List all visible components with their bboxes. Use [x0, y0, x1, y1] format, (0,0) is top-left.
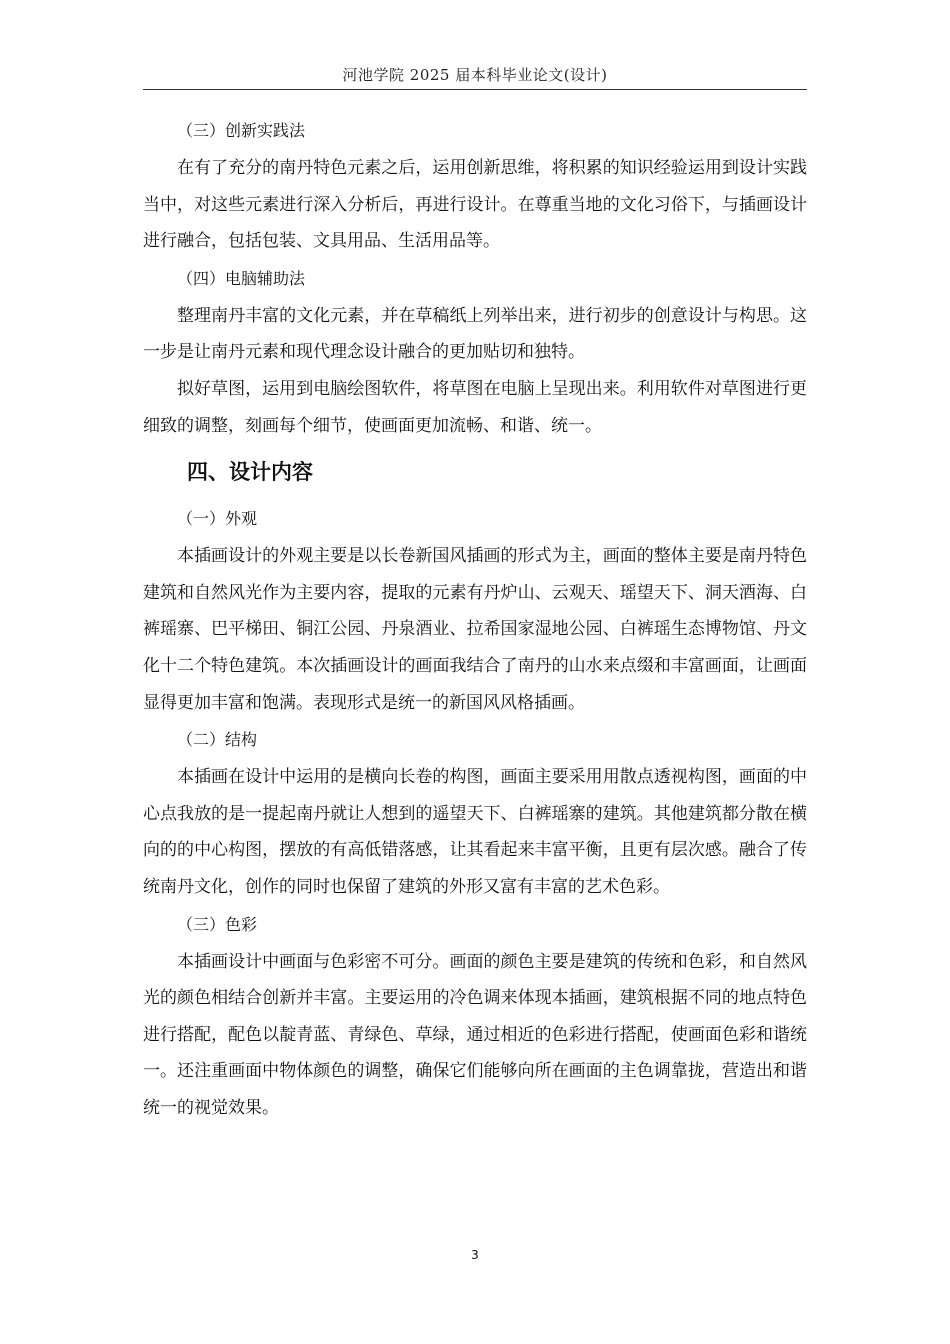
- subheading-color: （三）色彩: [177, 914, 258, 934]
- paragraph-structure: 本插画在设计中运用的是横向长卷的构图，画面主要采用用散点透视构图，画面的中心点我放的是一提起南丹就让人想到的遥望天下、白裤瑶寨的建筑。其他建筑都分散在横向的的中心构图，摆放的有高低错落感，让其看起来丰富平衡，且更有层次感。融合了传统南丹文化，创作的同时也保留了建筑的外形又富有丰富的艺术色彩。: [143, 767, 807, 897]
- section-heading-design-content: 四、设计内容: [187, 460, 313, 485]
- paragraph-color: 本插画设计中画面与色彩密不可分。画面的颜色主要是建筑的传统和色彩，和自然风光的颜色相结合创新并丰富。主要运用的冷色调来体现本插画，建筑根据不同的地点特色进行搭配，配色以靛青蓝、青绿色、草绿，通过相近的色彩进行搭配，使画面色彩和谐统一。还注重画面中物体颜色的调整，确保它们能够向所在画面的主色调靠拢，营造出和谐统一的视觉效果。: [143, 951, 807, 1118]
- paragraph-computer-aided-1: 整理南丹丰富的文化元素，并在草稿纸上列举出来，进行初步的创意设计与构思。这一步是让南丹元素和现代理念设计融合的更加贴切和独特。: [143, 305, 807, 363]
- paragraph-computer-aided-2: 拟好草图，运用到电脑绘图软件，将草图在电脑上呈现出来。利用软件对草图进行更细致的调整，刻画每个细节，使画面更加流畅、和谐、统一。: [143, 378, 807, 436]
- page-number: 3: [471, 1248, 479, 1262]
- document-body: [143, 112, 807, 1126]
- paragraph-innovation-practice: 在有了充分的南丹特色元素之后，运用创新思维，将积累的知识经验运用到设计实践当中，对这些元素进行深入分析后，再进行设计。在尊重当地的文化习俗下，与插画设计进行融合，包括包装、文具用品、生活用品等。: [143, 158, 807, 252]
- paragraph-appearance: 本插画设计的外观主要是以长卷新国风插画的形式为主，画面的整体主要是南丹特色建筑和自然风光作为主要内容，提取的元素有丹炉山、云观天、瑶望天下、洞天酒海、白裤瑶寨、巴平梯田、铜江公园、丹泉酒业、拉希国家湿地公园、白裤瑶生态博物馆、丹文化十二个特色建筑。本次插画设计的画面我结合了南丹的山水来点缀和丰富画面，让画面显得更加丰富和饱满。表现形式是统一的新国风风格插画。: [143, 546, 807, 713]
- header-rule: [143, 89, 807, 90]
- subheading-appearance: （一）外观: [177, 509, 258, 529]
- subheading-computer-aided: （四）电脑辅助法: [177, 268, 306, 288]
- page-header: 河池学院 2025 届本科毕业论文(设计): [342, 66, 608, 84]
- subheading-structure: （二）结构: [177, 730, 258, 750]
- subheading-innovation-practice: （三）创新实践法: [177, 121, 306, 140]
